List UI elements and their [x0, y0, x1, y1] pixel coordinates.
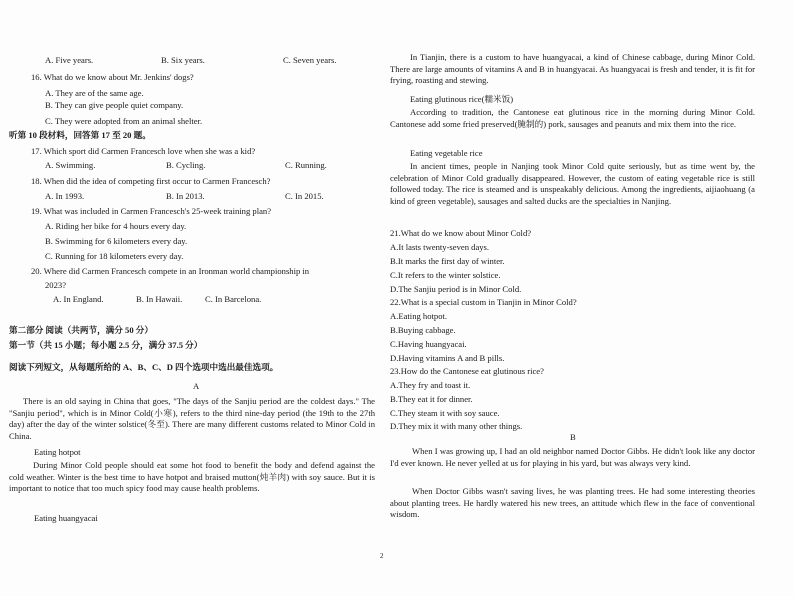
q15-option-a: A. Five years. [45, 55, 94, 65]
section1-heading: 第一节（共 15 小题；每小题 2.5 分，满分 37.5 分） [9, 340, 203, 350]
q23-option-d: D.They mix it with many other things. [390, 421, 523, 431]
q17-stem: 17. Which sport did Carmen Francesch love when she was a kid? [31, 146, 256, 156]
nanjing-paragraph: In ancient times, people in Nanjing took Minor Cold quite seriously, but as time went by, the celebration of Minor Cold gradually disappeared. However, the custom of eating vegetable rice is still followed today. The rice is steamed and is unspeakably delicious. Among the ingredients, aijiaohuang (a kind of green vegetable), sausages and salted ducks are the specialties in Nanjing. [390, 161, 755, 206]
q16-option-c: C. They were adopted from an animal shelter. [45, 116, 203, 126]
passage-a-label: A [193, 381, 200, 391]
q16-option-a: A. They are of the same age. [45, 88, 144, 98]
q18-option-a: A. In 1993. [45, 191, 85, 201]
q19-stem: 19. What was included in Carmen Francesch's 25-week training plan? [31, 206, 272, 216]
page-number: 2 [380, 552, 384, 560]
passage-b-label: B [570, 432, 576, 442]
q23-stem: 23.How do the Cantonese eat glutinous rice? [390, 366, 544, 376]
q18-option-c: C. In 2015. [285, 191, 324, 201]
q18-stem: 18. When did the idea of competing first occur to Carmen Francesch? [31, 176, 271, 186]
q19-option-b: B. Swimming for 6 kilometers every day. [45, 236, 188, 246]
q18-option-b: B. In 2013. [166, 191, 205, 201]
passage-a-para2: During Minor Cold people should eat some hot food to benefit the body and defend against the cold weather. Winter is the best time to have hotpot and braised mutton(炖羊肉) with soy sauce. But it is important to notice that too much spicy food may cause health problems. [9, 460, 375, 494]
q15-option-c: C. Seven years. [283, 55, 337, 65]
part2-heading: 第二部分 阅读（共两节，满分 50 分） [9, 325, 153, 335]
q17-option-a: A. Swimming. [45, 160, 96, 170]
q21-option-b: B.It marks the first day of winter. [390, 256, 505, 266]
passage-b-para1: When I was growing up, I had an old neighbor named Doctor Gibbs. He didn't look like any doctor I'd ever known. He never yelled at us for playing in his yard, but was always very kind. [390, 446, 755, 468]
q21-option-d: D.The Sanjiu period is in Minor Cold. [390, 284, 522, 294]
q21-option-c: C.It refers to the winter solstice. [390, 270, 501, 280]
q22-stem: 22.What is a special custom in Tianjin in Minor Cold? [390, 297, 577, 307]
q20-option-a: A. In England. [53, 294, 104, 304]
heading-eating-huangyacai: Eating huangyacai [34, 513, 98, 523]
q23-option-a: A.They fry and toast it. [390, 380, 471, 390]
q20-stem-line1: 20. Where did Carmen Francesch compete in an Ironman world championship in [31, 266, 310, 276]
heading-vegetable-rice: Eating vegetable rice [410, 148, 483, 158]
passage-b-para2: When Doctor Gibbs wasn't saving lives, he was planting trees. He had some interesting theories about planting trees. He hardly watered his new trees, an attitude which flew in the face of conventional wisdom. [390, 486, 755, 520]
q16-stem: 16. What do we know about Mr. Jenkins' dogs? [31, 72, 194, 82]
q16-option-b: B. They can give people quiet company. [45, 100, 184, 110]
q15-option-b: B. Six years. [161, 55, 205, 65]
q21-stem: 21.What do we know about Minor Cold? [390, 228, 532, 238]
q22-option-a: A.Eating hotpot. [390, 311, 448, 321]
heading-glutinous-rice: Eating glutinous rice(糯米饭) [410, 94, 514, 104]
q20-option-b: B. In Hawaii. [136, 294, 183, 304]
q17-option-c: C. Running. [285, 160, 327, 170]
q21-option-a: A.It lasts twenty-seven days. [390, 242, 490, 252]
heading-eating-hotpot: Eating hotpot [34, 447, 81, 457]
cantonese-paragraph: According to tradition, the Cantonese eat glutinous rice in the morning during Minor Cold. Cantonese add some fried preserved(腌制的) pork, sausages and peanuts and mix them into the rice. [390, 107, 755, 129]
q19-option-a: A. Riding her bike for 4 hours every day. [45, 221, 187, 231]
instructions: 阅读下列短文，从每题所给的 A、B、C、D 四个选项中选出最佳选项。 [9, 362, 279, 372]
q23-option-b: B.They eat it for dinner. [390, 394, 473, 404]
q20-option-c: C. In Barcelona. [205, 294, 262, 304]
section-10-heading: 听第 10 段材料，回答第 17 至 20 题。 [9, 130, 151, 140]
tianjin-paragraph: In Tianjin, there is a custom to have huangyacai, a kind of Chinese cabbage, during Minor Cold. There are large amounts of vitamins A and B in huangyacai. As huangyacai is fresh and tender, it is fit for frying, roasting and stewing. [390, 52, 755, 86]
q22-option-b: B.Buying cabbage. [390, 325, 456, 335]
q22-option-d: D.Having vitamins A and B pills. [390, 353, 505, 363]
q17-option-b: B. Cycling. [166, 160, 206, 170]
q23-option-c: C.They steam it with soy sauce. [390, 408, 500, 418]
q22-option-c: C.Having huangyacai. [390, 339, 467, 349]
q19-option-c: C. Running for 18 kilometers every day. [45, 251, 184, 261]
passage-a-para1: There is an old saying in China that goes, "The days of the Sanjiu period are the coldest days." The "Sanjiu period", which is in Minor Cold(小寒), refers to the third nine-day period (the 19th to the 27th day) after the day of the winter solstice(冬至). There are many different customs related to Minor Cold in China. [9, 396, 375, 441]
q20-stem-line2: 2023? [45, 280, 67, 290]
